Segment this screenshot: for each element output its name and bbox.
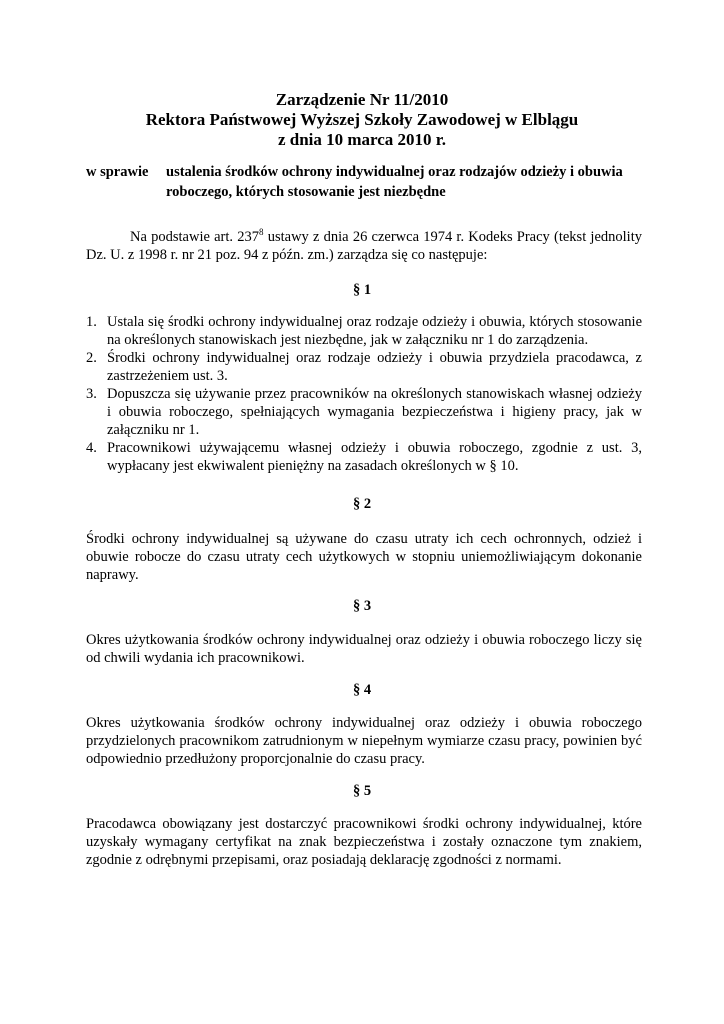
section-heading-5: § 5 <box>352 783 372 799</box>
list-item-text: Środki ochrony indywidualnej oraz rodzaje odzieży i obuwia przydziela pracodawca, z zastrzeżeniem ust. 3. <box>107 350 642 384</box>
subject-text-2: roboczego, których stosowanie jest niezbędne <box>166 184 446 200</box>
list-item-text: Dopuszcza się używanie przez pracowników na określonych stanowiskach własnej odzieży i obuwia roboczego, spełniających wymagania bezpieczeństwa i higieny pracy, jak w załączniku nr 1. <box>107 386 642 438</box>
list-item <box>86 313 642 349</box>
section-heading-2: § 2 <box>352 496 372 512</box>
section-heading-1: § 1 <box>352 282 372 298</box>
numbered-list <box>86 313 642 475</box>
list-item-text: Pracownikowi używającemu własnej odzieży i obuwia roboczego, zgodnie z ust. 3, wypłacany jest ekwiwalent pieniężny na zasadach określonych w § 10. <box>107 440 642 474</box>
subject-label: w sprawie <box>86 164 149 180</box>
subject-first-line <box>86 162 642 182</box>
intro-paragraph <box>86 228 642 264</box>
intro-text-part2: ustawy z dnia 26 czerwca 1974 r. Kodeks Pracy (tekst jednolity Dz. U. z 1998 r. nr 21 poz. 94 z późn. zm.) zarządza się co następuje: <box>86 229 642 263</box>
section-heading-4: § 4 <box>352 682 372 698</box>
list-item-text: Ustala się środki ochrony indywidualnej oraz rodzaje odzieży i obuwia, których stosowanie na określonych stanowiskach jest niezbędne, jak w załączniku nr 1 do zarządzenia. <box>107 314 642 348</box>
section-3-paragraph: Okres użytkowania środków ochrony indywidualnej oraz odzieży i obuwia roboczego liczy się od chwili wydania ich pracownikowi. <box>86 632 642 666</box>
title-line-2: Rektora Państwowej Wyższej Szkoły Zawodowej w Elblągu <box>145 110 579 129</box>
list-item-number: 1. <box>86 314 97 330</box>
list-item-number: 2. <box>86 350 97 366</box>
section-5-paragraph: Pracodawca obowiązany jest dostarczyć pracownikowi środki ochrony indywidualnej, które uzyskały wymagany certyfikat na znak bezpieczeństwa i zostały oznaczone tym znakiem, zgodnie z odrębnymi przepisami, oraz posiadają deklarację zgodności z normami. <box>86 816 642 868</box>
subject-block <box>86 162 642 202</box>
list-item <box>86 439 642 475</box>
section-4-paragraph: Okres użytkowania środków ochrony indywidualnej oraz odzieży i obuwia roboczego przydzielonych pracownikom zatrudnionym w niepełnym wymiarze czasu pracy, powinien być odpowiednio przedłużony proporcjonalnie do czasu pracy. <box>86 715 642 767</box>
title-line-1: Zarządzenie Nr 11/2010 <box>275 90 449 109</box>
list-item-number: 4. <box>86 440 97 456</box>
list-item <box>86 385 642 439</box>
intro-superscript: 8 <box>259 227 264 238</box>
intro-text <box>86 228 642 264</box>
list-item-number: 3. <box>86 386 97 402</box>
list-item <box>86 349 642 385</box>
title-line-3: z dnia 10 marca 2010 r. <box>277 130 447 149</box>
section-2-paragraph: Środki ochrony indywidualnej są używane do czasu utraty ich cech ochronnych, odzież i obuwie robocze do czasu utraty cech użytkowych w stopniu uniemożliwiającym dokonanie naprawy. <box>86 531 642 583</box>
intro-text-part1: Na podstawie art. 237 <box>130 229 259 245</box>
section-heading-3: § 3 <box>352 598 372 614</box>
subject-text-1: ustalenia środków ochrony indywidualnej oraz rodzajów odzieży i obuwia <box>166 164 623 180</box>
